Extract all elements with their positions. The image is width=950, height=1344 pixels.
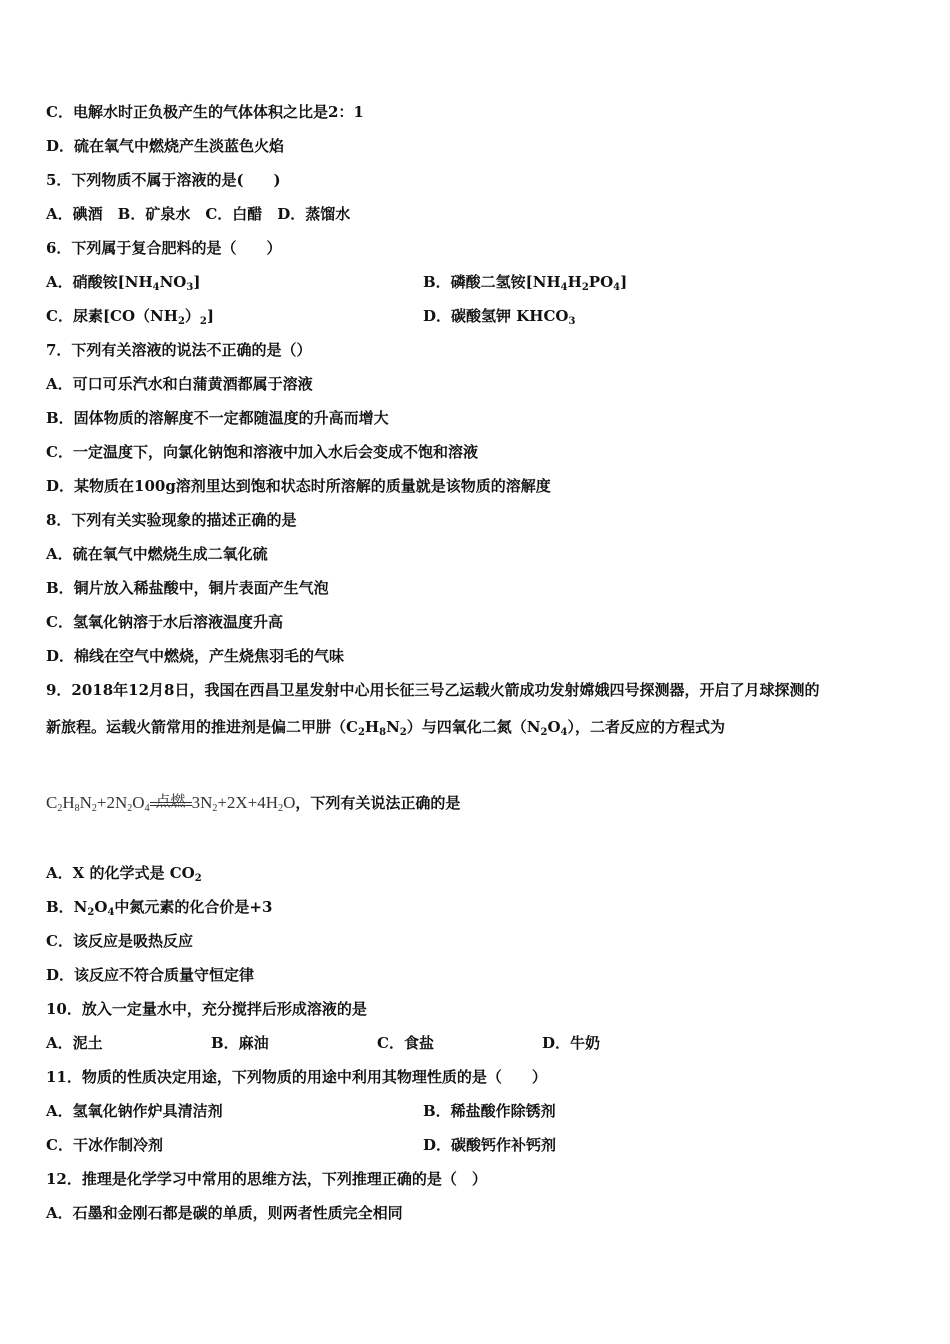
option-b: B．磷酸二氢铵$[NH_4H_2PO_4]$ xyxy=(423,273,628,293)
option-d: D．碳酸钙作补钙剂 xyxy=(423,1136,557,1154)
option-a: A．X 的化学式是 $CO_2$ xyxy=(46,864,202,884)
option-a: A．氢氧化钠作炉具清洁剂 xyxy=(46,1102,223,1120)
option-d: D．该反应不符合质量守恒定律 xyxy=(46,966,255,984)
option-b: B．麻油 xyxy=(211,1034,269,1052)
option-c: C．氢氧化钠溶于水后溶液温度升高 xyxy=(46,613,283,631)
question-11-options-row2 xyxy=(46,1135,557,1155)
option-c: C．食盐 xyxy=(377,1034,434,1052)
question-6: 6．下列属于复合肥料的是（ ） xyxy=(46,239,282,257)
option-c: C．一定温度下，向氯化钠饱和溶液中加入水后会变成不饱和溶液 xyxy=(46,443,478,461)
question-7: 7．下列有关溶液的说法不正确的是（） xyxy=(46,341,312,359)
question-10: 10．放入一定量水中，充分搅拌后形成溶液的是 xyxy=(46,1000,367,1018)
option-b: B．稀盐酸作除锈剂 xyxy=(423,1102,556,1120)
option-a: A．可口可乐汽水和白蒲黄酒都属于溶液 xyxy=(46,375,313,393)
option-b: B．固体物质的溶解度不一定都随温度的升高而增大 xyxy=(46,409,389,427)
option-d: D．某物质在100g溶剂里达到饱和状态时所溶解的质量就是该物质的溶解度 xyxy=(46,477,551,495)
option-a: A．石墨和金刚石都是碳的单质，则两者性质完全相同 xyxy=(46,1204,403,1222)
question-6-options-row1 xyxy=(46,272,628,293)
option-b: B．$N_2O_4$中氮元素的化合价是+3 xyxy=(46,898,273,918)
option-c: C．该反应是吸热反应 xyxy=(46,932,193,950)
option-c: C．尿素$[CO(NH_2)_2]$ xyxy=(46,307,214,327)
question-11-options-row1 xyxy=(46,1101,556,1121)
text-line: D．硫在氧气中燃烧产生淡蓝色火焰 xyxy=(46,137,285,155)
question-12: 12．推理是化学学习中常用的思维方法，下列推理正确的是（ ） xyxy=(46,1170,487,1188)
question-9: 9．2018年12月8日，我国在西昌卫星发射中心用长征三号乙运载火箭成功发射嫦娥四号探测器，开启了月球探测的 xyxy=(46,681,820,699)
question-8: 8．下列有关实验现象的描述正确的是 xyxy=(46,511,297,529)
question-5-options: A．碘酒 B．矿泉水 C．白醋 D．蒸馏水 xyxy=(46,205,351,223)
question-5: 5．下列物质不属于溶液的是( ) xyxy=(46,171,281,189)
option-a: A．硝酸铵$[NH_4NO_3]$ xyxy=(46,273,201,293)
option-b: B．铜片放入稀盐酸中，铜片表面产生气泡 xyxy=(46,579,329,597)
option-d: D．碳酸氢钾 $KHCO_3$ xyxy=(423,307,576,327)
option-d: D．牛奶 xyxy=(542,1034,601,1052)
question-11: 11．物质的性质决定用途，下列物质的用途中利用其物理性质的是（ ） xyxy=(46,1068,547,1086)
text-line: C．电解水时正负极产生的气体体积之比是2：1 xyxy=(46,103,364,121)
option-a: A．泥土 xyxy=(46,1034,103,1052)
chemical-equation: $C_2H_8N_2+2N_2O_4$ 点燃 $3N_2+2X+4H_2O$，下列有关说法正确的是 xyxy=(46,792,461,814)
question-6-options-row2 xyxy=(46,306,576,327)
question-9-line2: 新旅程。运载火箭常用的推进剂是偏二甲肼$(C_2H_8N_2)$与四氧化二氮$(N_2O_4)$，二者反应的方程式为 xyxy=(46,718,726,738)
option-c: C．干冰作制冷剂 xyxy=(46,1136,163,1154)
option-d: D．棉线在空气中燃烧，产生烧焦羽毛的气味 xyxy=(46,647,345,665)
option-a: A．硫在氧气中燃烧生成二氧化硫 xyxy=(46,545,268,563)
